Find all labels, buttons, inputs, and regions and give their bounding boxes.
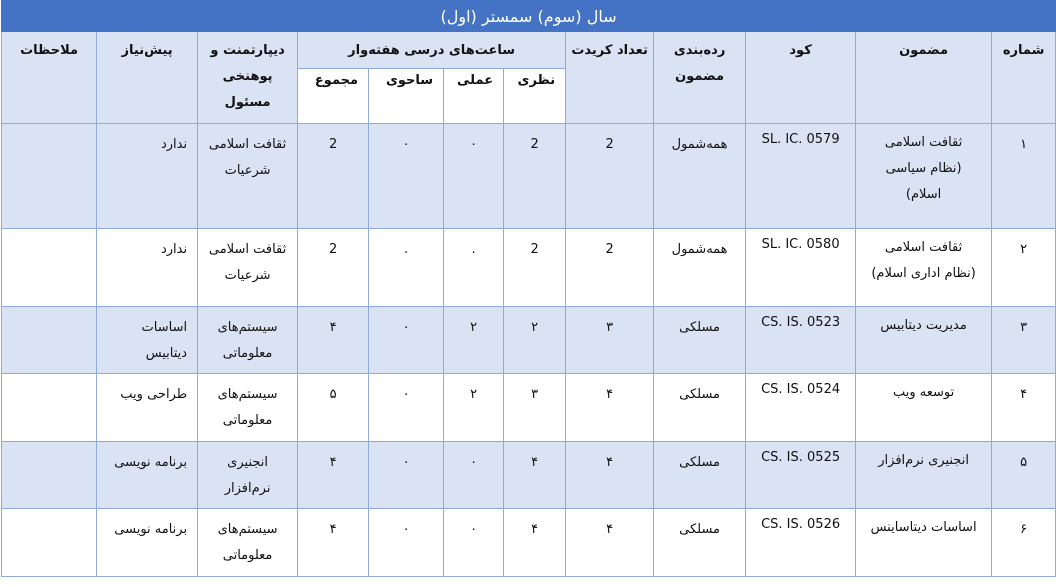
cell-subject — [856, 374, 992, 442]
cell-credits: 2 — [566, 229, 654, 307]
cell-total: 2 — [298, 124, 369, 229]
cell-practical: ۰ — [444, 124, 504, 229]
cell-department-line: سیستم‌های — [217, 320, 278, 335]
cell-theory: ۳ — [504, 374, 566, 442]
cell-practical: ۲ — [444, 374, 504, 442]
cell-total: ۴ — [298, 509, 369, 577]
header-practical: عملی — [444, 69, 504, 124]
header-department: دیپارتمنت و پوهنخی مسئول — [198, 32, 298, 124]
cell-theory: ۴ — [504, 509, 566, 577]
cell-prerequisite: ندارد — [97, 229, 198, 307]
cell-theory: 2 — [504, 124, 566, 229]
cell-number: ۲ — [992, 229, 1056, 307]
cell-total: 2 — [298, 229, 369, 307]
cell-subject — [856, 307, 992, 374]
cell-department — [198, 442, 298, 509]
cell-number: ۵ — [992, 442, 1056, 509]
cell-code: SL. IC. 0579 — [746, 124, 856, 229]
header-prerequisite: پیش‌نیاز — [97, 32, 198, 124]
cell-category: همه‌شمول — [654, 124, 746, 229]
cell-practical: ۰ — [444, 509, 504, 577]
cell-number: ۱ — [992, 124, 1056, 229]
cell-prerequisite: ندارد — [97, 124, 198, 229]
table-row — [2, 124, 1056, 229]
cell-credits: ۴ — [566, 442, 654, 509]
cell-subject-line: انجنیری نرم‌افزار — [878, 453, 969, 468]
cell-prerequisite: برنامه نویسی — [97, 442, 198, 509]
cell-number: ۴ — [992, 374, 1056, 442]
cell-department — [198, 229, 298, 307]
header-subject: مضمون — [856, 32, 992, 124]
table-title: سال (سوم) سمستر (اول) — [2, 1, 1056, 32]
cell-theory: 2 — [504, 229, 566, 307]
cell-department-line: شرعیات — [224, 163, 271, 178]
cell-number: ۳ — [992, 307, 1056, 374]
cell-subject-line: (نظام سیاسی — [885, 161, 962, 176]
cell-subject-line: اسلام) — [905, 187, 942, 202]
table-row — [2, 442, 1056, 509]
cell-practical: ۰ — [444, 442, 504, 509]
table-row — [2, 374, 1056, 442]
cell-department-line: ثقافت اسلامی — [208, 137, 287, 152]
cell-category: مسلکی — [654, 307, 746, 374]
cell-department-line: سیستم‌های — [217, 387, 278, 402]
cell-subject — [856, 124, 992, 229]
cell-code: CS. IS. 0524 — [746, 374, 856, 442]
cell-field: ۰ — [369, 307, 444, 374]
cell-category: همه‌شمول — [654, 229, 746, 307]
header-credits: تعداد کریدت — [566, 32, 654, 124]
cell-practical: . — [444, 229, 504, 307]
cell-department-line: انجنیری — [227, 455, 268, 470]
cell-theory: ۴ — [504, 442, 566, 509]
course-table — [1, 0, 1056, 577]
cell-department — [198, 307, 298, 374]
cell-total: ۴ — [298, 307, 369, 374]
cell-department — [198, 124, 298, 229]
cell-department — [198, 509, 298, 577]
cell-department-line: ثقافت اسلامی — [208, 242, 287, 257]
cell-subject — [856, 229, 992, 307]
cell-credits: ۳ — [566, 307, 654, 374]
cell-practical: ۲ — [444, 307, 504, 374]
cell-category: مسلکی — [654, 442, 746, 509]
cell-department-line: معلوماتی — [222, 548, 273, 563]
cell-credits: 2 — [566, 124, 654, 229]
cell-credits: ۴ — [566, 509, 654, 577]
header-category: رده‌بندی مضمون — [654, 32, 746, 124]
cell-prerequisite: اساسات دیتابیس — [97, 307, 198, 374]
cell-subject — [856, 509, 992, 577]
header-number: شماره — [992, 32, 1056, 124]
cell-remarks — [2, 307, 97, 374]
cell-code: SL. IC. 0580 — [746, 229, 856, 307]
table-row — [2, 509, 1056, 577]
cell-subject-line: ثقافت اسلامی — [884, 135, 963, 150]
cell-subject-line: توسعه ویب — [892, 385, 955, 400]
cell-department — [198, 374, 298, 442]
cell-prerequisite: طراحی ویب — [97, 374, 198, 442]
cell-code: CS. IS. 0523 — [746, 307, 856, 374]
cell-field: . — [369, 229, 444, 307]
cell-prerequisite: برنامه نویسی — [97, 509, 198, 577]
cell-total: ۵ — [298, 374, 369, 442]
cell-total: ۴ — [298, 442, 369, 509]
cell-department-line: معلوماتی — [222, 413, 273, 428]
cell-subject-line: (نظام اداری اسلام) — [871, 266, 976, 281]
cell-theory: ۲ — [504, 307, 566, 374]
header-code: کود — [746, 32, 856, 124]
cell-category: مسلکی — [654, 374, 746, 442]
cell-code: CS. IS. 0526 — [746, 509, 856, 577]
cell-department-line: معلوماتی — [222, 346, 273, 361]
cell-remarks — [2, 229, 97, 307]
cell-subject-line: ثقافت اسلامی — [884, 240, 963, 255]
header-field: ساحوی — [369, 69, 444, 124]
cell-field: ۰ — [369, 124, 444, 229]
header-remarks: ملاحظات — [2, 32, 97, 124]
cell-field: ۰ — [369, 442, 444, 509]
cell-remarks — [2, 442, 97, 509]
cell-remarks — [2, 509, 97, 577]
cell-category: مسلکی — [654, 509, 746, 577]
header-theory: نظری — [504, 69, 566, 124]
cell-subject — [856, 442, 992, 509]
cell-subject-line: اساسات دیتاساینس — [870, 520, 977, 535]
header-weekly-hours: ساعت‌های درسی هفته‌وار — [298, 32, 566, 69]
cell-remarks — [2, 374, 97, 442]
cell-code: CS. IS. 0525 — [746, 442, 856, 509]
cell-credits: ۴ — [566, 374, 654, 442]
cell-department-line: نرم‌افزار — [224, 481, 271, 496]
header-total: مجموع — [298, 69, 369, 124]
cell-remarks — [2, 124, 97, 229]
cell-department-line: سیستم‌های — [217, 522, 278, 537]
cell-department-line: شرعیات — [224, 268, 271, 283]
table-body — [2, 124, 1056, 577]
cell-field: ۰ — [369, 509, 444, 577]
table-row — [2, 307, 1056, 374]
table-row — [2, 229, 1056, 307]
cell-field: ۰ — [369, 374, 444, 442]
cell-number: ۶ — [992, 509, 1056, 577]
cell-subject-line: مدیریت دیتابیس — [880, 318, 967, 333]
